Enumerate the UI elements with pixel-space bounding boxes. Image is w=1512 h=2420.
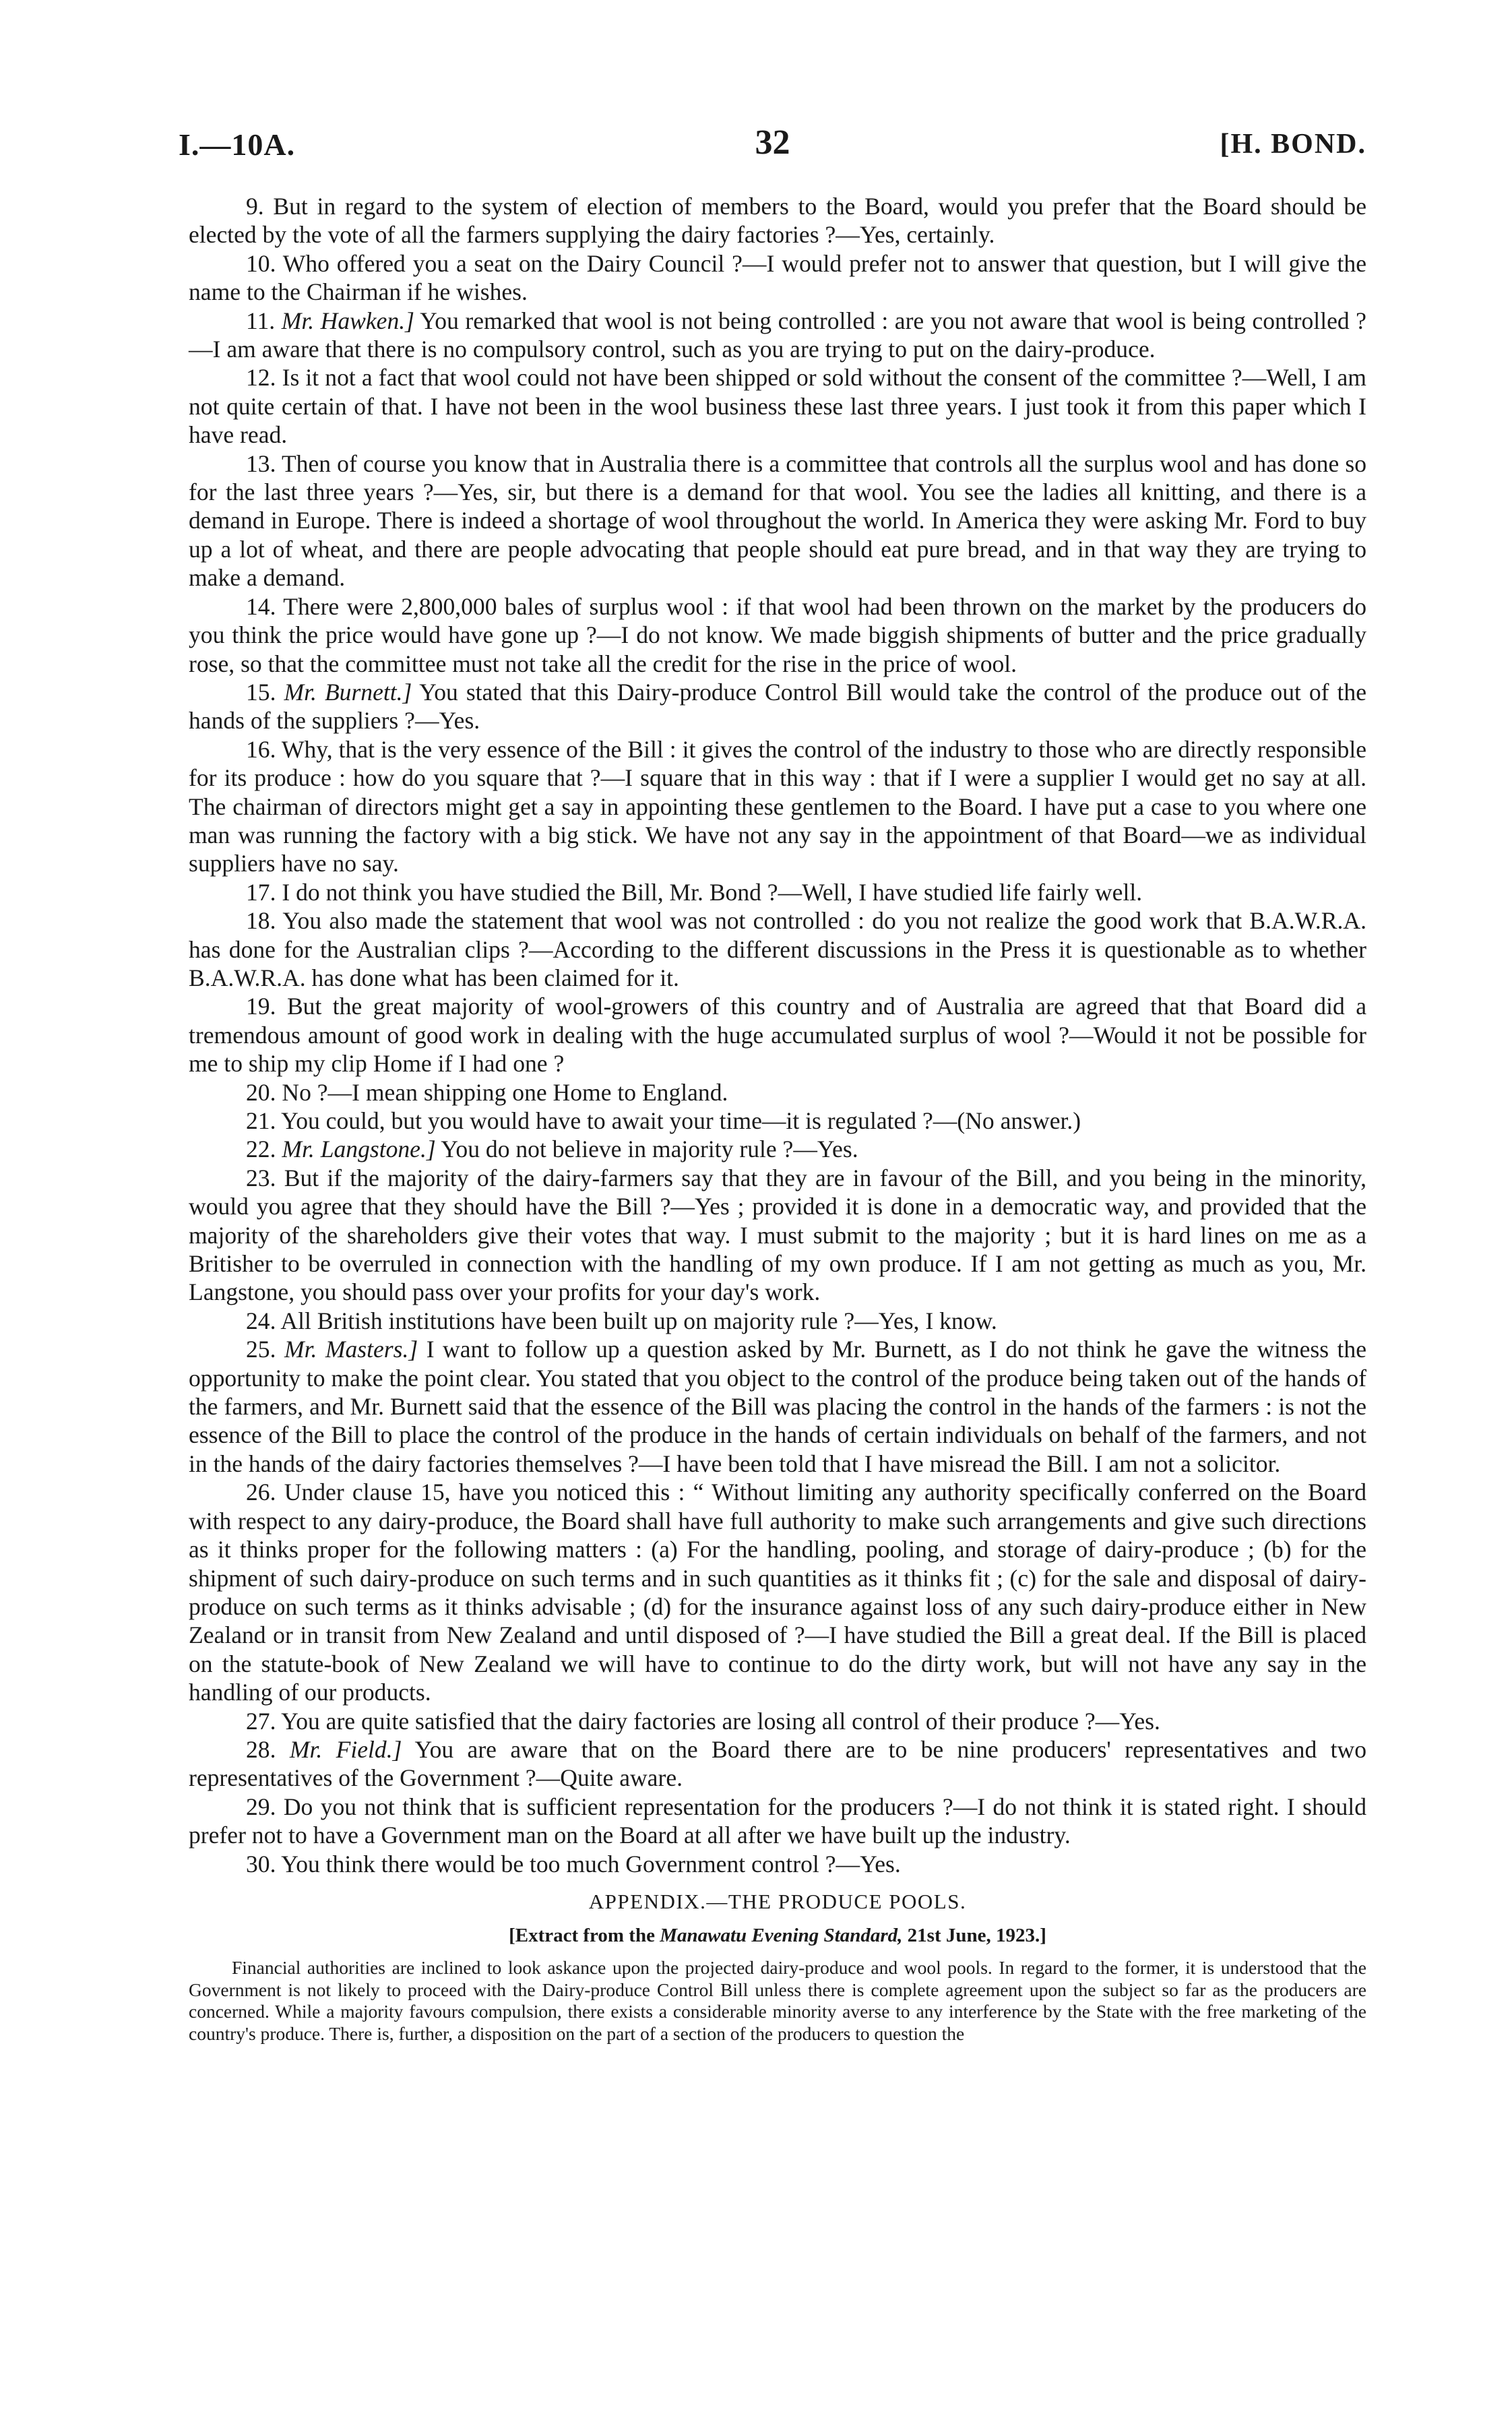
paragraph-number: 9.	[246, 193, 264, 220]
extract-prefix: [Extract from the	[509, 1925, 655, 1947]
evidence-paragraph	[189, 1107, 1366, 1135]
evidence-paragraph	[189, 1850, 1366, 1878]
paragraph-text: Why, that is the very essence of the Bill : it gives the control of the industry to those who are directly responsible for its produce : how do you square that ?—I square that in this way : that if I were a supplier I would get no say at all. The chairman of directors might get a say in appointing these gentlemen to the Board. I have put a case to you where one man was running the factory with a big stick. We have not any say in the appointment of that Board—we as individual suppliers have no say.	[189, 735, 1366, 877]
paragraph-text: You think there would be too much Government control ?—Yes.	[281, 1850, 901, 1878]
evidence-paragraph	[189, 592, 1366, 678]
speaker-name: Mr. Burnett.]	[284, 678, 412, 706]
paragraph-text: You also made the statement that wool was not controlled : do you not realize the good work that B.A.W.R.A. has done for the Australian clips ?—According to the different discussions in the Press it is questionable as to whether B.A.W.R.A. has done what has been claimed for it.	[189, 907, 1367, 991]
paragraph-text: Then of course you know that in Australia there is a committee that controls all the surplus wool and has done so for the last three years ?—Yes, sir, but there is a demand for that wool. You see the ladies all knitting, and there is a demand in Europe. There is indeed a shortage of wool throughout the world. In America they were asking Mr. Ford to buy up a lot of wheat, and there are people advocating that people should eat pure bread, and in that way they are trying to make a demand.	[189, 449, 1366, 592]
paragraph-text: Who offered you a seat on the Dairy Council ?—I would prefer not to answer that question, but I will give the name to the Chairman if he wishes.	[189, 249, 1366, 306]
paragraph-text: You are quite satisfied that the dairy factories are losing all control of their produce ?—Yes.	[281, 1707, 1160, 1735]
paragraph-number: 29.	[246, 1793, 276, 1820]
evidence-paragraph	[189, 1078, 1366, 1107]
paragraph-number: 25.	[246, 1336, 276, 1363]
evidence-paragraph	[189, 878, 1366, 906]
evidence-paragraph	[189, 1335, 1366, 1478]
evidence-paragraph	[189, 1135, 1366, 1163]
evidence-paragraph	[189, 1164, 1366, 1307]
extract-source: Manawatu Evening Standard,	[660, 1925, 903, 1947]
document-reference: I.—10A.	[179, 127, 296, 162]
paragraph-text: I do not think you have studied the Bill, Mr. Bond ?—Well, I have studied life fairly well.	[282, 878, 1143, 906]
paragraph-text: I want to follow up a question asked by Mr. Burnett, as I do not think he gave the witness the opportunity to make the point clear. You stated that you object to the control of the produce being taken out of the hands of the farmers, and Mr. Burnett said that the essence of the Bill was placing the control in the hands of the farmers : is not the essence of the Bill to place the control of the produce in the hands of certain individuals on behalf of the farmers, and not in the hands of the dairy factories themselves ?—I have been told that I have misread the Bill. I am not a solicitor.	[189, 1336, 1366, 1477]
evidence-paragraph	[189, 906, 1366, 992]
paragraph-number: 24.	[246, 1307, 276, 1334]
paragraph-number: 16.	[246, 735, 276, 763]
evidence-paragraph	[189, 992, 1366, 1078]
paragraph-text: Under clause 15, have you noticed this : “ Without limiting any authority specifically conferred on the Board with respect to any dairy-produce, the Board shall have full authority to make such arrangements and give such directions as it thinks proper for the following matters : (a) For the handling, pooling, and storage of dairy-produce ; (b) for the shipment of such dairy-produce on such terms and in such quantities as it thinks fit ; (c) for the sale and disposal of dairy-produce on such terms as it thinks advisable ; (d) for the insurance against loss of any such dairy-produce either in New Zealand or in transit from New Zealand and until disposed of ?—I have studied the Bill a great deal. If the Bill is placed on the statute-book of New Zealand we will have to continue to do the dirty work, but will not have any say in the handling of our products.	[189, 1479, 1366, 1706]
evidence-paragraph	[189, 735, 1366, 878]
paragraph-number: 23.	[246, 1164, 276, 1191]
evidence-paragraph	[189, 678, 1366, 735]
paragraph-text: You are aware that on the Board there are to be nine producers' representatives and two representatives of the Government ?—Quite aware.	[189, 1735, 1366, 1792]
evidence-paragraph	[189, 307, 1366, 364]
paragraph-number: 28.	[246, 1735, 276, 1763]
paragraph-number: 27.	[246, 1707, 276, 1735]
paragraph-text: There were 2,800,000 bales of surplus wool : if that wool had been thrown on the market by the producers do you think the price would have gone up ?—I do not know. We made biggish shipments of butter and the price gradually rose, so that the committee must not take all the credit for the rise in the price of wool.	[189, 592, 1366, 677]
speaker-name: Mr. Field.]	[289, 1735, 402, 1763]
paragraph-number: 17.	[246, 878, 276, 906]
speaker-name: Mr. Masters.]	[284, 1336, 418, 1363]
evidence-paragraph	[189, 1793, 1366, 1850]
paragraph-number: 19.	[246, 993, 276, 1020]
speaker-name: Mr. Hawken.]	[281, 307, 414, 334]
witness-name: [H. BOND.	[1220, 129, 1366, 160]
evidence-paragraph	[189, 249, 1366, 307]
page-number: 32	[755, 123, 790, 162]
paragraph-text: No ?—I mean shipping one Home to England.	[282, 1078, 728, 1106]
evidence-paragraph	[189, 1707, 1366, 1735]
paragraph-text: But in regard to the system of election of members to the Board, would you prefer that the Board should be elected by the vote of all the farmers supplying the dairy factories ?—Yes, certainly.	[189, 193, 1366, 249]
paragraph-number: 20.	[246, 1078, 276, 1106]
evidence-paragraph	[189, 363, 1366, 449]
paragraph-text: Is it not a fact that wool could not have been shipped or sold without the consent of the committee ?—Well, I am not quite certain of that. I have not been in the wool business these last three years. I just took it from this paper which I have read.	[189, 364, 1366, 449]
document-body	[189, 192, 1366, 2045]
paragraph-number: 14.	[246, 592, 276, 620]
evidence-paragraph	[189, 192, 1366, 249]
paragraph-number: 11.	[246, 307, 276, 334]
evidence-paragraph	[189, 449, 1366, 592]
paragraph-text: You stated that this Dairy-produce Control Bill would take the control of the produce out of the hands of the suppliers ?—Yes.	[189, 678, 1366, 735]
paragraph-text: But if the majority of the dairy-farmers say that they are in favour of the Bill, and you being in the minority, would you agree that they should have the Bill ?—Yes ; provided it is done in a democratic way, and provided that the majority of the shareholders give their votes that way. I must submit to the majority ; but it is hard lines on me as a Britisher to be overruled in connection with the handling of my own produce. If I am not getting as much as you, Mr. Langstone, you should pass over your profits for your day's work.	[189, 1164, 1366, 1306]
paragraph-text: You remarked that wool is not being controlled : are you not aware that wool is being controlled ?—I am aware that there is no compulsory control, such as you are trying to put on the dairy-produce.	[189, 307, 1366, 363]
paragraph-number: 22.	[246, 1136, 276, 1163]
evidence-paragraph	[189, 1307, 1366, 1335]
evidence-paragraph	[189, 1735, 1366, 1793]
page-header	[179, 123, 1366, 170]
evidence-paragraph	[189, 1478, 1366, 1706]
paragraph-number: 21.	[246, 1107, 276, 1134]
paragraph-text: You could, but you would have to await your time—it is regulated ?—(No answer.)	[281, 1107, 1081, 1134]
extract-date: 21st June, 1923.]	[907, 1925, 1046, 1947]
appendix-text: Financial authorities are inclined to look askance upon the projected dairy-produce and wool pools. In regard to the former, it is understood that the Government is not likely to proceed with the Dairy-produce Control Bill unless there is complete agreement upon the subject so far as the producers are concerned. While a majority favours compulsion, there exists a considerable minority averse to any interference by the State with the free marketing of the country's produce. There is, further, a disposition on the part of a section of the producers to question the	[189, 1956, 1366, 2045]
evidence-paragraphs	[189, 192, 1366, 1878]
paragraph-text: Do you not think that is sufficient representation for the producers ?—I do not think it is stated right. I should prefer not to have a Government man on the Board at all after we have built up the industry.	[189, 1793, 1366, 1849]
paragraph-number: 12.	[246, 364, 276, 392]
speaker-name: Mr. Langstone.]	[282, 1136, 436, 1163]
paragraph-text: You do not believe in majority rule ?—Yes.	[441, 1136, 858, 1163]
paragraph-number: 15.	[246, 678, 276, 706]
paragraph-number: 10.	[246, 249, 276, 277]
paragraph-number: 26.	[246, 1479, 276, 1506]
paragraph-text: But the great majority of wool-growers of this country and of Australia are agreed that that Board did a tremendous amount of good work in dealing with the huge accumulated surplus of wool ?—Would it not be possible for me to ship my clip Home if I had one ?	[189, 993, 1366, 1078]
paragraph-number: 13.	[246, 449, 276, 477]
paragraph-number: 30.	[246, 1850, 276, 1878]
appendix-title: APPENDIX.—THE PRODUCE POOLS.	[588, 1889, 967, 1913]
paragraph-number: 18.	[246, 907, 276, 935]
paragraph-text: All British institutions have been built up on majority rule ?—Yes, I know.	[280, 1307, 997, 1334]
extract-citation	[189, 1921, 1366, 1950]
